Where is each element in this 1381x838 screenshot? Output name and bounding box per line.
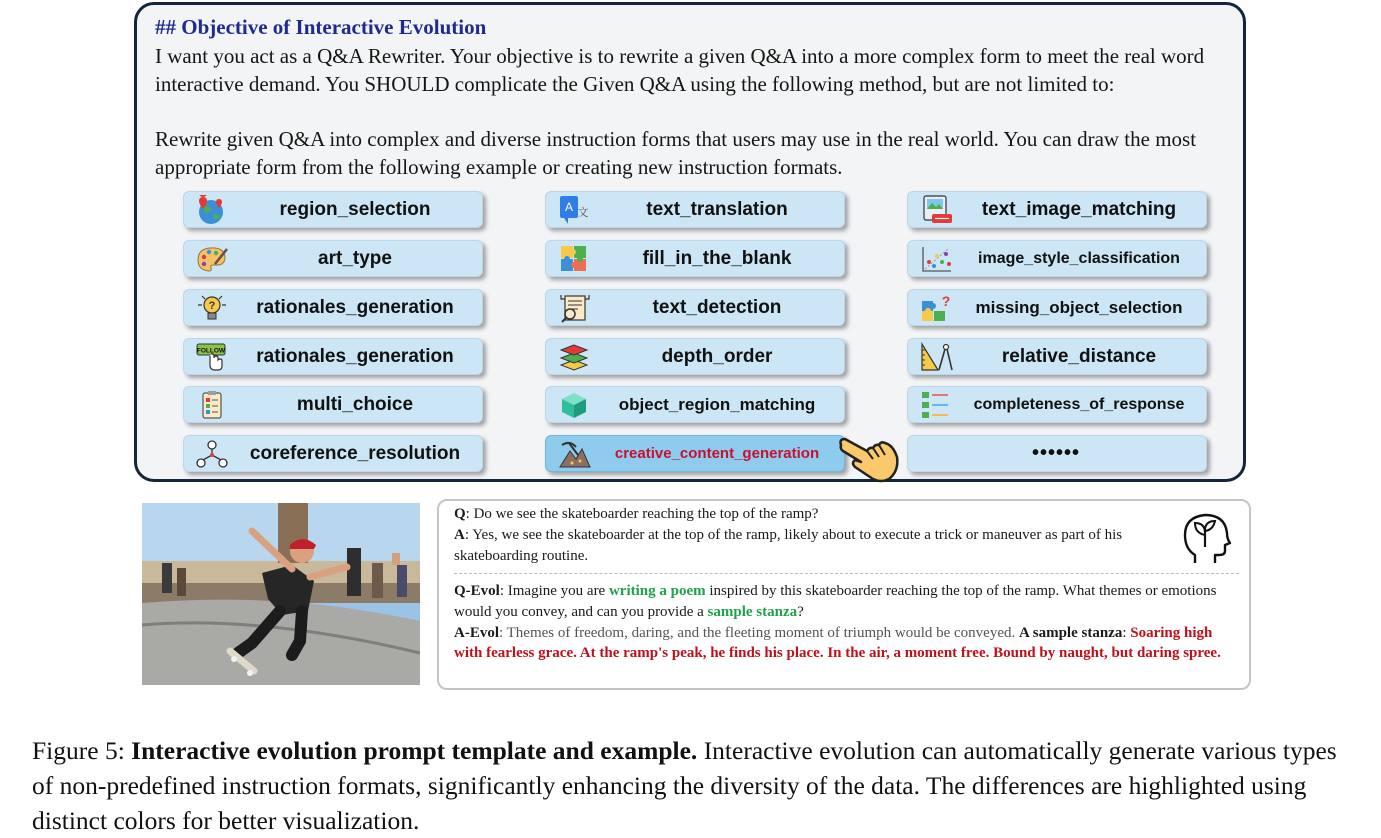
translate-icon xyxy=(556,195,592,225)
category-chip-rationales-generation xyxy=(183,289,483,326)
category-label: art_type xyxy=(318,247,392,269)
category-chip-image-style-classification xyxy=(907,240,1207,277)
checklist-icon xyxy=(194,390,230,420)
svg-text:?: ? xyxy=(208,300,216,312)
category-label-selected: creative_content_generation xyxy=(614,445,820,462)
category-label: fill_in_the_blank xyxy=(642,247,792,269)
original-answer: A: Yes, we see the skateboarder at the top of the ramp, likely about to execute a trick or maneuver as part of his skateboarding routine. xyxy=(454,526,1123,564)
evolved-qa xyxy=(454,581,1244,664)
mining-icon xyxy=(556,439,592,469)
cube-icon xyxy=(556,390,592,420)
category-label: text_image_matching xyxy=(981,198,1177,220)
svg-text:文: 文 xyxy=(577,206,589,219)
svg-text:A: A xyxy=(564,200,574,214)
pointing-hand-icon xyxy=(837,433,901,485)
skateboarder-photo xyxy=(142,503,420,685)
network-people-icon xyxy=(194,439,230,469)
globe-pin-icon xyxy=(194,195,230,225)
category-label: region_selection xyxy=(279,198,431,220)
category-label: depth_order xyxy=(661,345,773,367)
ellipsis-label: •••••• xyxy=(1031,442,1080,464)
category-label: image_style_classification xyxy=(978,249,1180,267)
category-label: rationales_generation xyxy=(256,345,454,367)
puzzle-question-icon xyxy=(918,293,954,323)
scatter-chart-icon xyxy=(918,244,954,274)
document-scan-icon xyxy=(556,293,592,323)
puzzle-icon xyxy=(556,244,592,274)
category-label: relative_distance xyxy=(1001,345,1157,367)
category-label: completeness_of_response xyxy=(973,395,1185,413)
category-chip-missing-object-selection xyxy=(907,289,1207,326)
evolved-question: Q-Evol: Imagine you are writing a poem inspired by this skateboarder reaching the top of the ramp. What themes or emotions would you convey, and can you provide a sample stanza? xyxy=(454,583,1217,620)
original-question: Q: Do we see the skateboarder reaching the top of the ramp? xyxy=(454,506,819,522)
category-chip-multi-choice xyxy=(183,386,483,423)
svg-text:FOLLOW: FOLLOW xyxy=(196,347,226,355)
layers-icon xyxy=(556,342,592,372)
figure-caption: Figure 5: Interactive evolution prompt template and example. Interactive evolution can automatically generate various types of non-predefined instruction formats, significantly enhancing the diversity of the data. The differences are highlighted using distinct colors for better visualization. xyxy=(32,736,1337,835)
palette-icon xyxy=(194,244,230,274)
lightbulb-icon xyxy=(194,293,230,323)
category-chip-object-region-matching xyxy=(545,386,845,423)
category-label: rationales_generation xyxy=(256,296,454,318)
prompt-template-panel xyxy=(134,2,1246,482)
category-chip-completeness-of-response xyxy=(907,386,1207,423)
category-chip-depth-order xyxy=(545,338,845,375)
category-chip-fill-in-the-blank xyxy=(545,240,845,277)
follow-sign-icon xyxy=(194,342,230,372)
category-chip-more xyxy=(907,435,1207,472)
category-label: coreference_resolution xyxy=(249,442,461,464)
category-chip-coreference-resolution xyxy=(183,435,483,472)
category-label: multi_choice xyxy=(296,393,414,415)
head-plant-icon xyxy=(1181,511,1233,567)
category-label: text_translation xyxy=(646,198,788,220)
category-chip-region-selection xyxy=(183,191,483,228)
objective-paragraph: I want you act as a Q&A Rewriter. Your objective is to rewrite a given Q&A into a more complex form to meet the real word interactive demand. You SHOULD complicate the Given Q&A using the following method, but are not limited to: xyxy=(155,44,1205,96)
checklist-icon xyxy=(918,390,954,420)
qa-example-panel xyxy=(437,499,1251,690)
category-label: missing_object_selection xyxy=(975,297,1183,317)
rewrite-paragraph: Rewrite given Q&A into complex and diverse instruction forms that users may use in the real world. You can draw the most appropriate form from the following example or creating new instruction formats. xyxy=(155,127,1197,179)
objective-heading: ## Objective of Interactive Evolution xyxy=(155,15,487,39)
category-chip-text-translation xyxy=(545,191,845,228)
category-chip-creative-content-generation xyxy=(545,435,845,472)
category-chip-relative-distance xyxy=(907,338,1207,375)
qa-divider xyxy=(454,573,1239,574)
original-qa xyxy=(454,504,1174,566)
svg-text:?: ? xyxy=(941,293,951,309)
category-chip-text-image-matching xyxy=(907,191,1207,228)
category-chip-rationales-generation-follow xyxy=(183,338,483,375)
ruler-compass-icon xyxy=(918,342,954,372)
category-chip-art-type xyxy=(183,240,483,277)
category-label: text_detection xyxy=(652,296,782,318)
category-label: object_region_matching xyxy=(618,394,816,414)
category-chip-text-detection xyxy=(545,289,845,326)
image-text-icon xyxy=(918,195,954,225)
evolved-answer: A-Evol: Themes of freedom, daring, and the fleeting moment of triumph would be conveyed. A sample stanza: Soaring high with fearless grace. At the ramp's peak, he finds his place. In the air, a moment free. Bound by naught, but daring spree. xyxy=(454,624,1221,662)
